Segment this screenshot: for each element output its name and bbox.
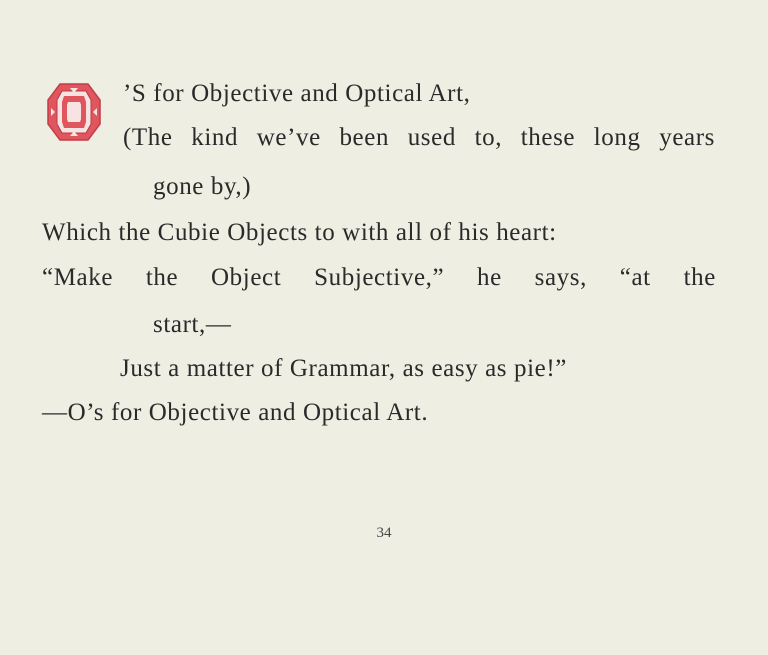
verse-line-2: (The kind we’ve been used to, these long years <box>123 124 715 151</box>
verse-line-5 <box>42 265 716 290</box>
verse-line-3: gone by,) <box>153 173 252 200</box>
verse-line-4: Which the Cubie Objects to with all of his heart: <box>42 219 557 246</box>
verse-line-8: —O’s for Objective and Optical Art. <box>42 399 429 426</box>
verse-word: Subjective,” <box>314 264 445 291</box>
verse-word: says, <box>534 264 587 291</box>
verse-line-7: Just a matter of Grammar, as easy as pie!” <box>120 355 567 382</box>
verse-line-1: ’S for Objective and Optical Art, <box>123 80 471 107</box>
page-number: 34 <box>376 525 392 541</box>
verse-word: the <box>683 264 716 291</box>
verse-line-6: start,— <box>153 311 232 338</box>
verse-word: “Make <box>42 264 114 291</box>
verse-word: “at <box>619 264 651 291</box>
verse-word: Object <box>211 264 282 291</box>
ornamental-drop-cap-o <box>46 82 102 142</box>
verse-word: the <box>145 264 179 291</box>
verse-word: he <box>477 264 502 291</box>
